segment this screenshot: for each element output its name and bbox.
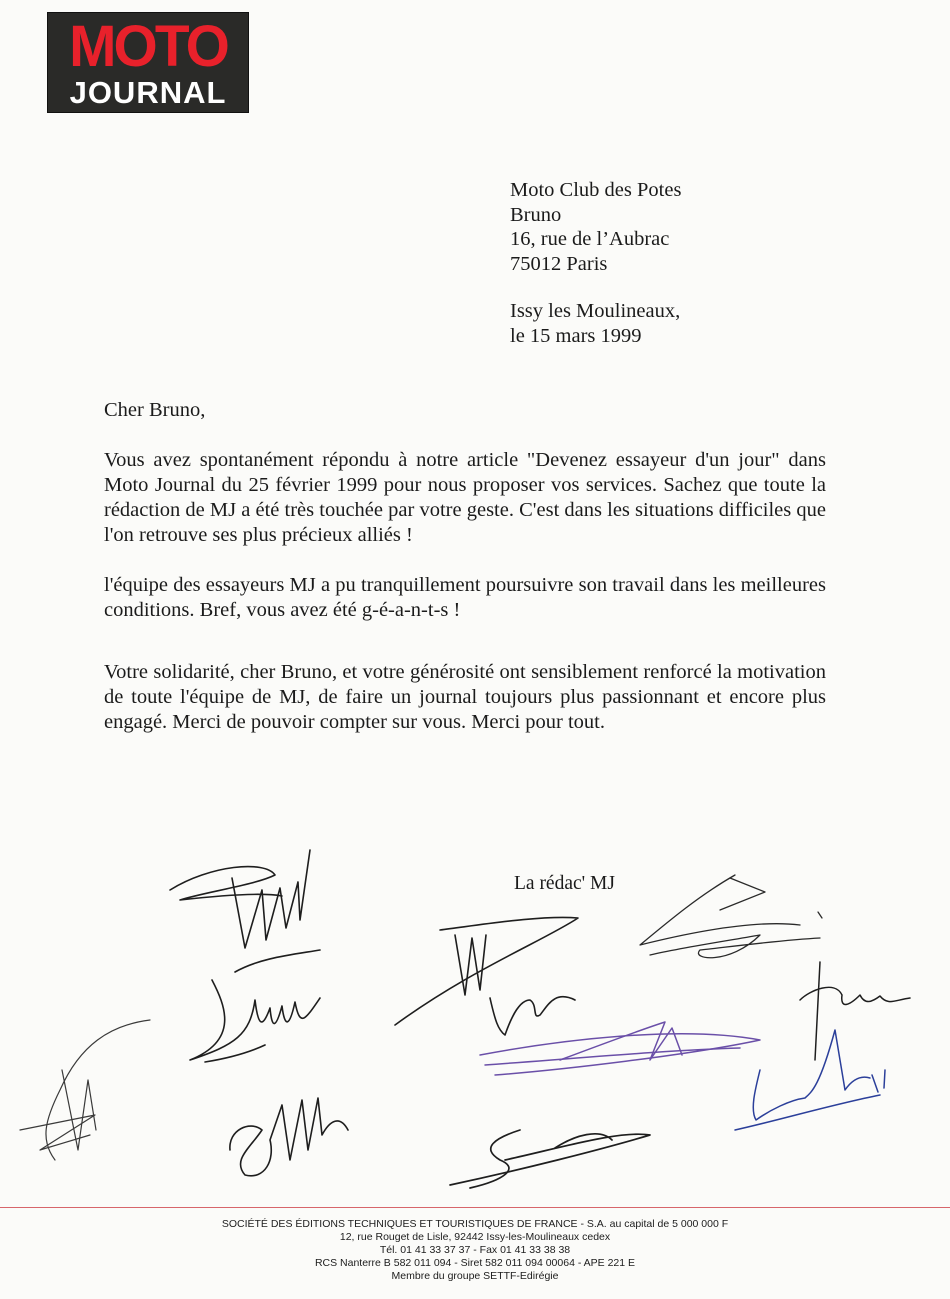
signature-9 bbox=[800, 962, 910, 1060]
recipient-address bbox=[510, 178, 681, 276]
footer-address: 12, rue Rouget de Lisle, 92442 Issy-les-Moulineaux cedex bbox=[339, 1231, 611, 1243]
logo-moto-text: MOTO bbox=[69, 14, 227, 79]
letter-closing: La rédac' MJ bbox=[514, 873, 615, 894]
recipient-person: Bruno bbox=[510, 203, 562, 226]
letter-paragraph-2: l'équipe des essayeurs MJ a pu tranquillement poursuivre son travail dans les meilleures conditions. Bref, vous avez été g-é-a-n-t-s ! bbox=[104, 574, 826, 621]
company-footer bbox=[0, 1218, 950, 1283]
signature-3 bbox=[20, 1020, 150, 1160]
signature-1 bbox=[170, 850, 320, 972]
handwritten-signatures bbox=[0, 830, 950, 1210]
footer-registration: RCS Nanterre B 582 011 094 - Siret 582 011 094 00064 - APE 221 E bbox=[314, 1257, 636, 1269]
letter-date: le 15 mars 1999 bbox=[510, 324, 642, 347]
logo-journal-text: JOURNAL bbox=[69, 75, 227, 110]
footer-company: SOCIÉTÉ DES ÉDITIONS TECHNIQUES ET TOURISTIQUES DE FRANCE - S.A. au capital de 5 000 000 F bbox=[221, 1218, 729, 1230]
signature-2 bbox=[190, 980, 320, 1062]
signature-4 bbox=[230, 1098, 348, 1176]
letter-paragraph-1: Vous avez spontanément répondu à notre article "Devenez essayeur d'un jour" dans Moto Journal du 25 février 1999 pour nous proposer vos services. Sachez que toute la rédaction de MJ a été très touchée par votre geste. C'est dans les situations difficiles que l'on retrouve ses plus précieux alliés ! bbox=[104, 449, 826, 546]
place-date bbox=[510, 299, 680, 348]
footer-group: Membre du groupe SETTF-Edirégie bbox=[391, 1270, 559, 1282]
signature-8 bbox=[640, 875, 822, 958]
letter-place: Issy les Moulineaux, bbox=[510, 300, 681, 322]
moto-journal-logo bbox=[47, 12, 249, 113]
signature-5 bbox=[395, 917, 578, 1035]
signature-7 bbox=[450, 1130, 650, 1188]
signature-10 bbox=[735, 1030, 885, 1130]
footer-divider bbox=[0, 1207, 950, 1208]
salutation: Cher Bruno, bbox=[104, 399, 206, 421]
footer-phone: Tél. 01 41 33 37 37 - Fax 01 41 33 38 38 bbox=[379, 1244, 571, 1256]
letter-paragraph-3: Votre solidarité, cher Bruno, et votre générosité ont sensiblement renforcé la motivation de toute l'équipe de MJ, de faire un journal toujours plus passionnant et encore plus engagé. Merci de pouvoir compter sur vous. Merci pour tout. bbox=[104, 661, 826, 733]
recipient-city: 75012 Paris bbox=[510, 252, 608, 275]
recipient-street: 16, rue de l’Aubrac bbox=[510, 228, 670, 250]
signature-6 bbox=[480, 1022, 760, 1075]
recipient-name: Moto Club des Potes bbox=[510, 179, 682, 201]
